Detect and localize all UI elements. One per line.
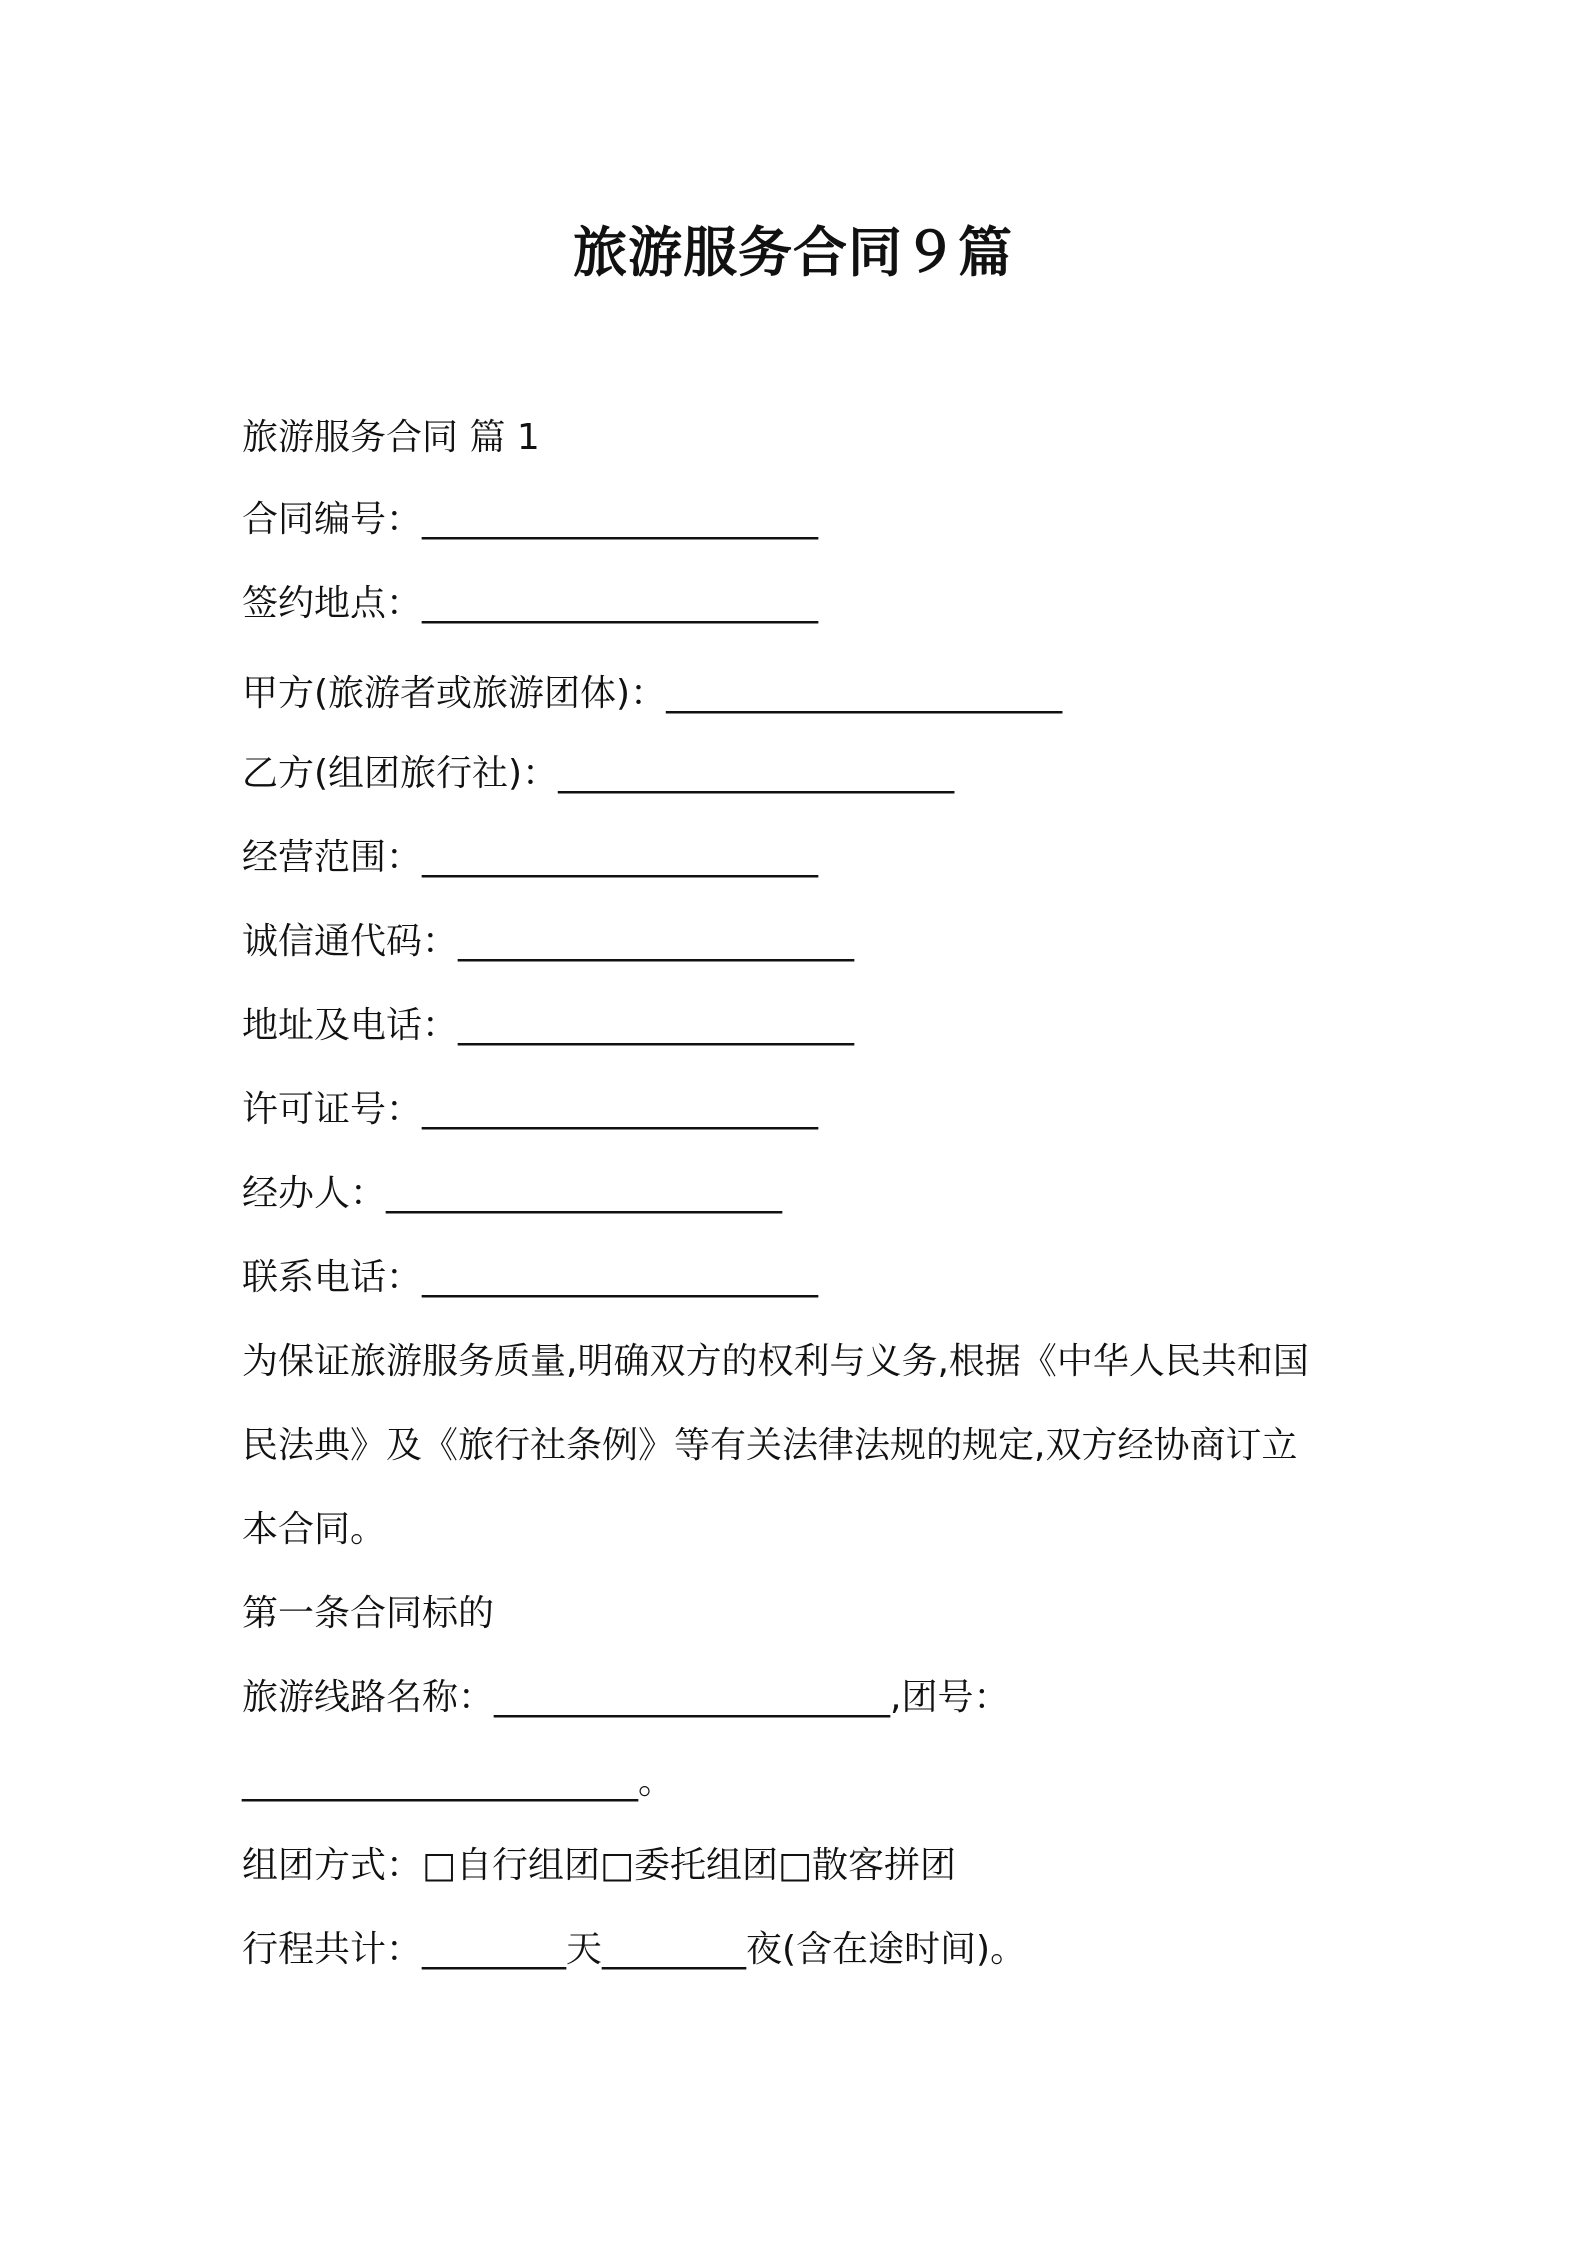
itinerary-duration-field: 行程共计：________天________夜(含在途时间)。 [242,1929,1027,1970]
contact-phone-field: 联系电话：______________________ [242,1257,819,1298]
credit-code-field: 诚信通代码：______________________ [242,921,855,962]
section-heading: 旅游服务合同 篇 1 [242,417,540,458]
contract-number-field: 合同编号：______________________ [242,499,819,540]
group-number-blank: ______________________。 [242,1761,674,1802]
document-title: 旅游服务合同９篇 [573,221,1013,284]
group-method-field: 组团方式：□自行组团□委托组团□散客拼团 [242,1845,957,1886]
address-phone-field: 地址及电话：______________________ [242,1005,855,1046]
party-a-field: 甲方(旅游者或旅游团体)：______________________ [242,673,1063,714]
license-number-field: 许可证号：______________________ [242,1089,819,1130]
business-scope-field: 经营范围：______________________ [242,837,819,878]
paragraph-line: 本合同。 [242,1509,387,1550]
signing-place-field: 签约地点：______________________ [242,583,819,624]
party-b-field: 乙方(组团旅行社)：______________________ [242,753,955,794]
paragraph-line: 民法典》及《旅行社条例》等有关法律法规的规定,双方经协商订立 [242,1425,1298,1466]
handler-field: 经办人：______________________ [242,1173,783,1214]
article-heading: 第一条合同标的 [242,1593,495,1634]
route-name-field: 旅游线路名称：______________________,团号： [242,1677,1010,1718]
paragraph-line: 为保证旅游服务质量,明确双方的权利与义务,根据《中华人民共和国 [242,1341,1309,1382]
